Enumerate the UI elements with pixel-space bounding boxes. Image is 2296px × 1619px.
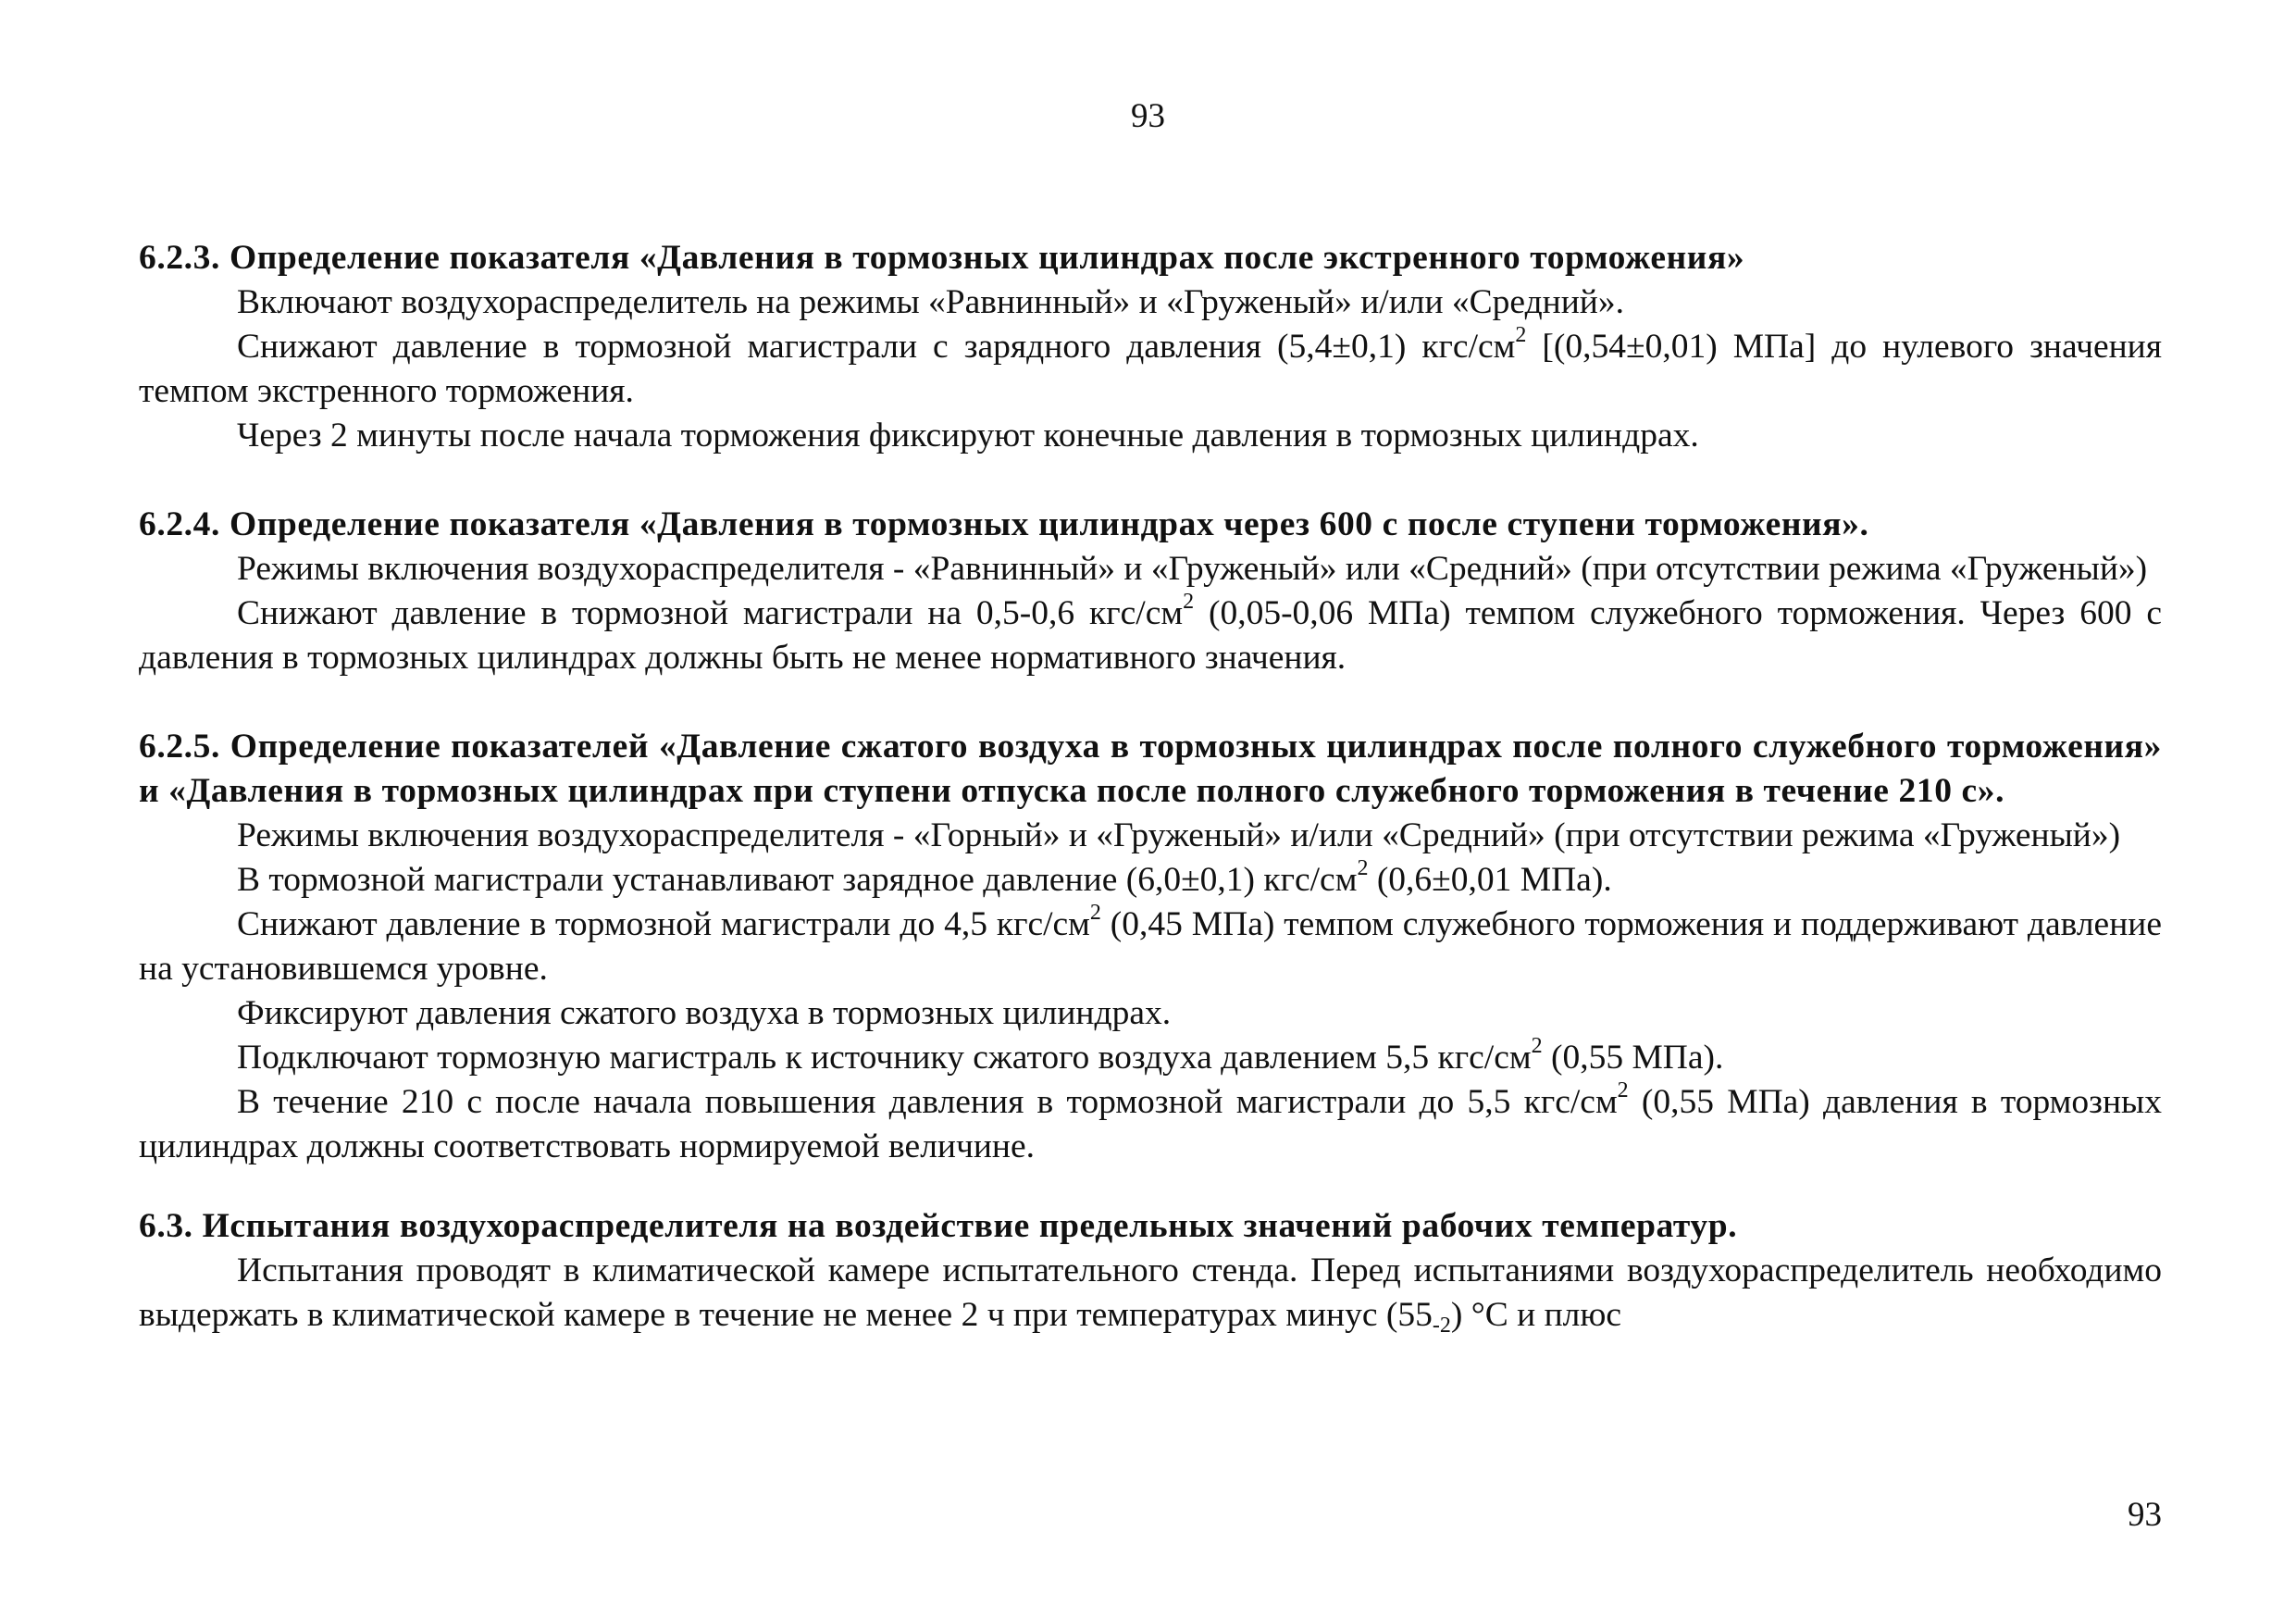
paragraph (139, 1036, 2162, 1080)
paragraph: Фиксируют давления сжатого воздуха в тормозных цилиндрах. (237, 994, 1172, 1032)
page-number-bottom: 93 (2128, 1496, 2162, 1534)
section-heading-6-2-5: 6.2.5. Определение показателей «Давление сжатого воздуха в тормозных цилиндрах после полного служебного торможения» и «Давления в тормозных цилиндрах при ступени отпуска после полного служебного торможения в течение 210 с». (139, 728, 2162, 810)
paragraph (139, 1249, 2162, 1338)
page-number-top: 93 (1131, 97, 1165, 135)
text-run: В тормозной магистрали устанавливают зарядное давление (6,0±0,1) кгс/см (237, 861, 1358, 899)
paragraph: Режимы включения воздухораспределителя - «Горный» и «Груженый» и/или «Средний» (при отсутствии режима «Груженый») (237, 816, 2121, 854)
paragraph (139, 592, 2162, 680)
superscript: 2 (1515, 323, 1527, 348)
paragraph (139, 325, 2162, 414)
text-run: Подключают тормозную магистраль к источнику сжатого воздуха давлением 5,5 кгс/см (237, 1039, 1532, 1077)
paragraph: Через 2 минуты после начала торможения фиксируют конечные давления в тормозных цилиндрах. (237, 417, 1699, 455)
paragraph (139, 858, 2162, 903)
section-heading-6-3: 6.3. Испытания воздухораспределителя на воздействие предельных значений рабочих температур. (139, 1207, 1738, 1245)
section-heading-6-2-4: 6.2.4. Определение показателя «Давления в тормозных цилиндрах через 600 с после ступени торможения». (139, 505, 1869, 543)
spacer (139, 680, 2162, 725)
paragraph (139, 903, 2162, 991)
paragraph: Включают воздухораспределитель на режимы «Равнинный» и «Груженый» и/или «Средний». (237, 283, 1624, 321)
paragraph (139, 1080, 2162, 1169)
paragraph: Режимы включения воздухораспределителя - «Равнинный» и «Груженый» или «Средний» (при отсутствии режима «Груженый») (237, 550, 2148, 588)
text-run: В течение 210 с после начала повышения давления в тормозной магистрали до 5,5 кгс/см (237, 1083, 1618, 1121)
superscript: 2 (1183, 590, 1195, 615)
text-run: (0,05-0,06 МПа) темпом служебного торможения. Через 600 с давления в тормозных цилиндрах должны быть не менее нормативного значения. (139, 594, 2162, 677)
text-run: Испытания проводят в климатической камере испытательного стенда. Перед испытаниями воздухораспределитель необходимо выдержать в климатической камере в течение не менее 2 ч при температурах минус (55 (139, 1252, 2162, 1334)
superscript: 2 (1617, 1078, 1629, 1103)
text-run: Снижают давление в тормозной магистрали с зарядного давления (5,4±0,1) кгс/см (237, 328, 1516, 366)
text-run: (0,55 МПа) давления в тормозных цилиндрах должны соответствовать нормируемой величине. (139, 1083, 2162, 1165)
superscript: 2 (1089, 901, 1101, 926)
spacer (139, 458, 2162, 503)
text-run: (0,45 МПа) темпом служебного торможения и поддерживают давление на установившемся уровне. (139, 905, 2162, 988)
text-run: (0,6±0,01 МПа). (1368, 861, 1612, 899)
text-run: Снижают давление в тормозной магистрали до 4,5 кгс/см (237, 905, 1090, 943)
text-run: [(0,54±0,01) МПа] до нулевого значения темпом экстренного торможения. (139, 328, 2162, 410)
text-run: (0,55 МПа). (1542, 1039, 1724, 1077)
document-body (139, 236, 2162, 1338)
spacer (139, 1169, 2162, 1204)
text-run: Снижают давление в тормозной магистрали на 0,5-0,6 кгс/см (237, 594, 1184, 632)
section-heading-6-2-3: 6.2.3. Определение показателя «Давления в тормозных цилиндрах после экстренного торможения» (139, 239, 1745, 277)
superscript: 2 (1357, 856, 1369, 881)
subscript: -2 (1432, 1314, 1451, 1339)
superscript: 2 (1531, 1034, 1543, 1059)
text-run: ) °С и плюс (1450, 1296, 1622, 1334)
